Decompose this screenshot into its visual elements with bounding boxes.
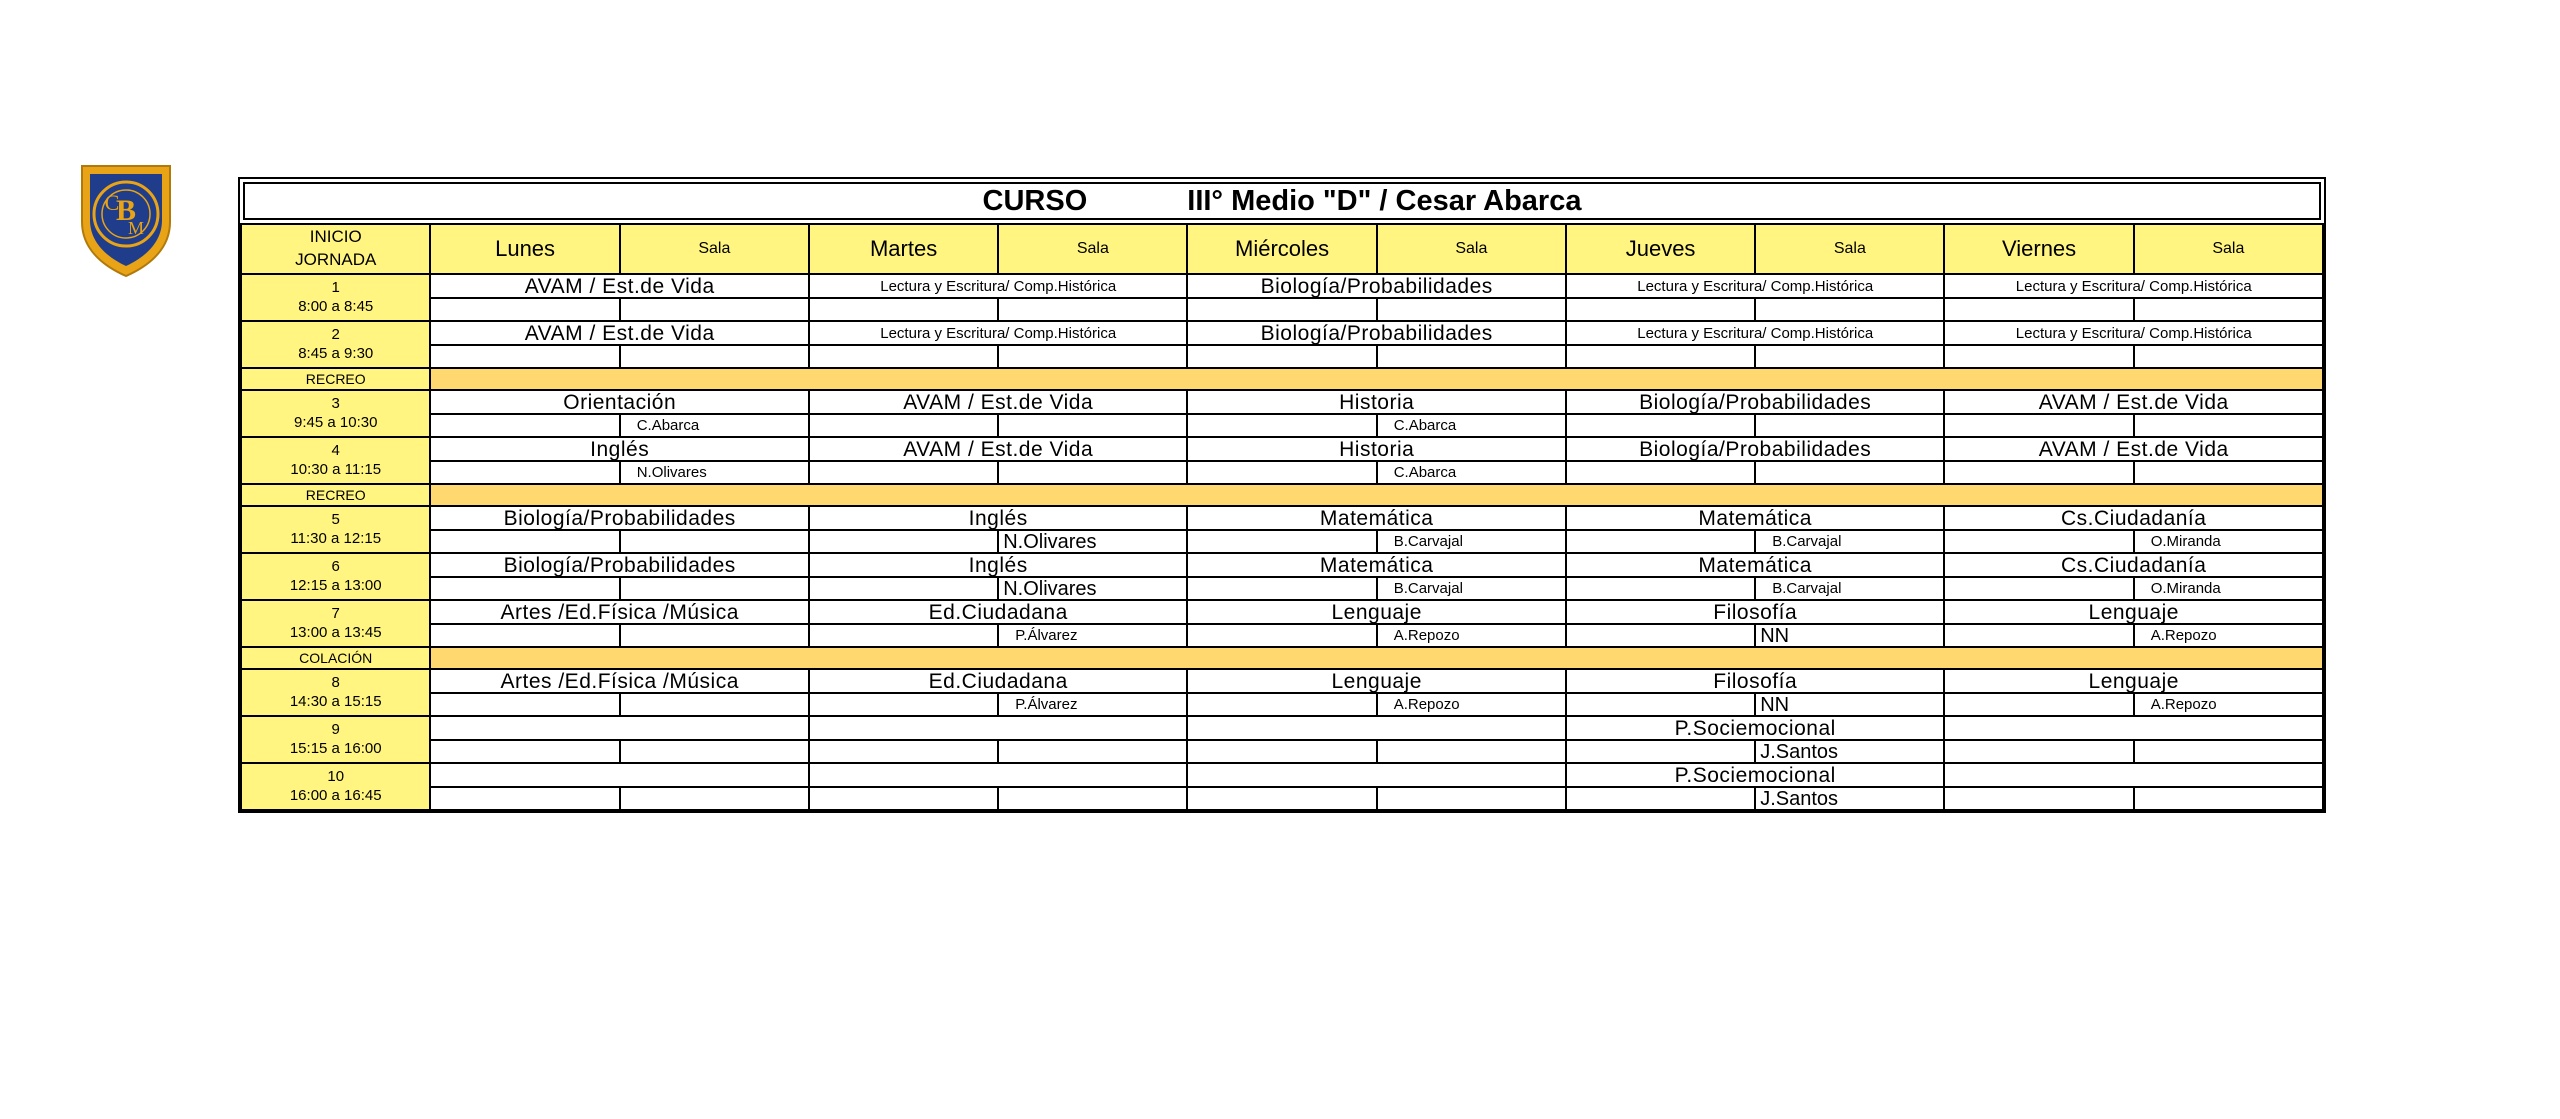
subject-cell: Inglés (430, 437, 809, 461)
teacher-cell: P.Álvarez (998, 693, 1187, 716)
subject-cell: Lenguaje (1187, 600, 1566, 624)
subject-cell: AVAM / Est.de Vida (430, 321, 809, 345)
teacher-cell: C.Abarca (620, 414, 809, 437)
block-time: 7 13:00 a 13:45 (241, 600, 430, 647)
svg-text:M: M (127, 218, 145, 238)
sala-header: Sala (620, 224, 809, 274)
teacher-cell: B.Carvajal (1377, 530, 1566, 553)
subject-cell: Cs.Ciudadanía (1944, 553, 2323, 577)
subject-cell: Matemática (1187, 553, 1566, 577)
teacher-cell: B.Carvajal (1755, 577, 1944, 600)
block-row (241, 506, 2323, 530)
subject-cell: AVAM / Est.de Vida (809, 437, 1188, 461)
subject-cell: Matemática (1566, 553, 1945, 577)
subject-cell: Biología/Probabilidades (1566, 390, 1945, 414)
subject-cell: Inglés (809, 506, 1188, 530)
teacher-row (241, 693, 2323, 716)
teacher-cell: P.Álvarez (998, 624, 1187, 647)
subject-cell: Lenguaje (1944, 600, 2323, 624)
subject-cell: Biología/Probabilidades (430, 506, 809, 530)
block-time: 5 11:30 a 12:15 (241, 506, 430, 553)
sala-header: Sala (1755, 224, 1944, 274)
teacher-cell: A.Repozo (2134, 624, 2323, 647)
block-time: 8 14:30 a 15:15 (241, 669, 430, 716)
subject-cell: AVAM / Est.de Vida (1944, 437, 2323, 461)
schedule-sheet (238, 177, 2326, 813)
subject-cell: Lectura y Escritura/ Comp.Histórica (1944, 321, 2323, 345)
block-row (241, 274, 2323, 298)
block-time: 3 9:45 a 10:30 (241, 390, 430, 437)
subject-cell: Matemática (1566, 506, 1945, 530)
sala-header: Sala (1377, 224, 1566, 274)
subject-cell: Artes /Ed.Física /Música (430, 600, 809, 624)
day-miercoles: Miércoles (1187, 224, 1376, 274)
subject-cell: AVAM / Est.de Vida (1944, 390, 2323, 414)
header-row (241, 224, 2323, 274)
schedule-title (243, 182, 2321, 220)
teacher-cell: NN (1755, 693, 1944, 716)
day-jueves: Jueves (1566, 224, 1755, 274)
block-row (241, 763, 2323, 787)
teacher-cell: N.Olivares (998, 530, 1187, 553)
subject-cell: Biología/Probabilidades (1566, 437, 1945, 461)
block-time: 9 15:15 a 16:00 (241, 716, 430, 763)
block-row (241, 669, 2323, 693)
school-logo-icon (74, 160, 178, 278)
subject-cell: Orientación (430, 390, 809, 414)
break-label: COLACIÓN (241, 647, 430, 669)
teacher-cell: J.Santos (1755, 787, 1944, 810)
subject-cell: Cs.Ciudadanía (1944, 506, 2323, 530)
day-martes: Martes (809, 224, 998, 274)
subject-cell: Artes /Ed.Física /Música (430, 669, 809, 693)
title-label: CURSO (982, 184, 1088, 217)
block-time: 4 10:30 a 11:15 (241, 437, 430, 484)
teacher-row (241, 577, 2323, 600)
teacher-cell: NN (1755, 624, 1944, 647)
subject-cell: Lectura y Escritura/ Comp.Histórica (1566, 321, 1945, 345)
break-row (241, 647, 2323, 669)
block-row (241, 390, 2323, 414)
subject-cell: Lectura y Escritura/ Comp.Histórica (1944, 274, 2323, 298)
teacher-row (241, 624, 2323, 647)
sala-header: Sala (2134, 224, 2323, 274)
teacher-cell: N.Olivares (620, 461, 809, 484)
subject-cell: Biología/Probabilidades (430, 553, 809, 577)
schedule-table (240, 223, 2324, 811)
teacher-cell: N.Olivares (998, 577, 1187, 600)
block-row (241, 437, 2323, 461)
teacher-row (241, 740, 2323, 763)
break-label: RECREO (241, 368, 430, 390)
teacher-row (241, 787, 2323, 810)
teacher-cell: A.Repozo (2134, 693, 2323, 716)
subject-cell: Lectura y Escritura/ Comp.Histórica (809, 321, 1188, 345)
subject-cell: Lectura y Escritura/ Comp.Histórica (809, 274, 1188, 298)
break-band (430, 484, 2323, 506)
sala-header: Sala (998, 224, 1187, 274)
subject-cell: Lenguaje (1944, 669, 2323, 693)
teacher-cell: C.Abarca (1377, 461, 1566, 484)
teacher-row (241, 530, 2323, 553)
subject-cell: Filosofía (1566, 600, 1945, 624)
break-row (241, 484, 2323, 506)
teacher-row (241, 461, 2323, 484)
teacher-cell: J.Santos (1755, 740, 1944, 763)
subject-cell: AVAM / Est.de Vida (430, 274, 809, 298)
subject-cell: Filosofía (1566, 669, 1945, 693)
break-band (430, 647, 2323, 669)
block-time: 6 12:15 a 13:00 (241, 553, 430, 600)
teacher-cell: B.Carvajal (1755, 530, 1944, 553)
subject-cell: Lectura y Escritura/ Comp.Histórica (1566, 274, 1945, 298)
subject-cell: Inglés (809, 553, 1188, 577)
block-row (241, 600, 2323, 624)
subject-cell: P.Sociemocional (1566, 763, 1945, 787)
teacher-row (241, 414, 2323, 437)
teacher-row (241, 345, 2323, 368)
start-header: INICIO JORNADA (241, 224, 430, 274)
block-time: 10 16:00 a 16:45 (241, 763, 430, 810)
subject-cell: Ed.Ciudadana (809, 669, 1188, 693)
teacher-cell: O.Miranda (2134, 577, 2323, 600)
break-row (241, 368, 2323, 390)
subject-cell: P.Sociemocional (1566, 716, 1945, 740)
block-time: 2 8:45 a 9:30 (241, 321, 430, 368)
break-band (430, 368, 2323, 390)
day-lunes: Lunes (430, 224, 619, 274)
day-viernes: Viernes (1944, 224, 2133, 274)
subject-cell: Historia (1187, 437, 1566, 461)
block-time: 1 8:00 a 8:45 (241, 274, 430, 321)
svg-text:C: C (104, 190, 120, 215)
subject-cell: Lenguaje (1187, 669, 1566, 693)
block-row (241, 553, 2323, 577)
break-label: RECREO (241, 484, 430, 506)
svg-text:B: B (115, 194, 137, 227)
block-row (241, 716, 2323, 740)
subject-cell: Historia (1187, 390, 1566, 414)
subject-cell: Biología/Probabilidades (1187, 274, 1566, 298)
teacher-cell: A.Repozo (1377, 624, 1566, 647)
teacher-cell: C.Abarca (1377, 414, 1566, 437)
teacher-cell: B.Carvajal (1377, 577, 1566, 600)
subject-cell: Biología/Probabilidades (1187, 321, 1566, 345)
teacher-cell: A.Repozo (1377, 693, 1566, 716)
block-row (241, 321, 2323, 345)
teacher-cell: O.Miranda (2134, 530, 2323, 553)
subject-cell: Ed.Ciudadana (809, 600, 1188, 624)
subject-cell: Matemática (1187, 506, 1566, 530)
course-name: III° Medio "D" / Cesar Abarca (1187, 184, 1582, 217)
teacher-row (241, 298, 2323, 321)
subject-cell: AVAM / Est.de Vida (809, 390, 1188, 414)
